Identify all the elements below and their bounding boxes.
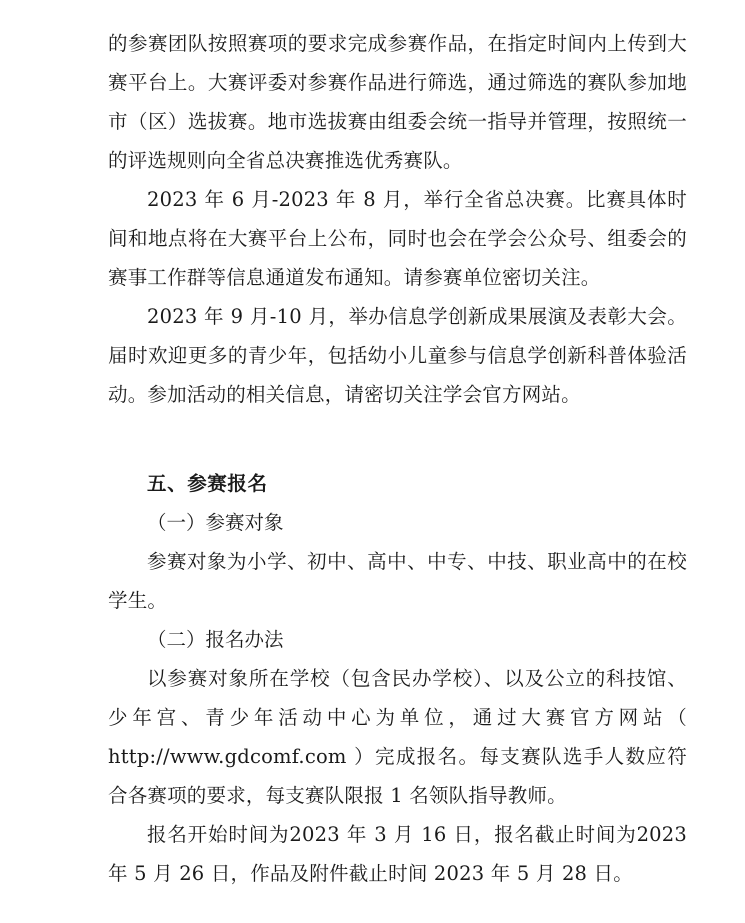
section-spacer xyxy=(108,414,687,464)
paragraph-registration-dates: 报名开始时间为2023 年 3 月 16 日，报名截止时间为2023 年 5 月 26 日，作品及附件截止时间 2023 年 5 月 28 日。 xyxy=(108,823,687,885)
subheading-registration-method: （二）报名办法 xyxy=(147,628,284,651)
paragraph-participant-scope: 参赛对象为小学、初中、高中、中专、中技、职业高中的在校学生。 xyxy=(108,550,687,612)
paragraph-provincial-finals: 2023 年 6 月-2023 年 8 月，举行全省总决赛。比赛具体时间和地点将在大赛平台上公布，同时也会在学会公众号、组委会的赛事工作群等信息通道发布通知。请参赛单位密切关注。 xyxy=(108,188,687,289)
subheading-participants: （一）参赛对象 xyxy=(147,511,284,534)
paragraph-competition-works: 的参赛团队按照赛项的要求完成参赛作品，在指定时间内上传到大赛平台上。大赛评委对参赛作品进行筛选，通过筛选的赛队参加地市（区）选拔赛。地市选拔赛由组委会统一指导并管理，按照统一的评选规则向全省总决赛推选优秀赛队。 xyxy=(108,32,687,172)
paragraph-registration-method: 以参赛对象所在学校（包含民办学校）、以及公立的科技馆、少年宫、青少年活动中心为单位，通过大赛官方网站（ http://www.gdcomf.com ）完成报名。每支赛队选手人数应符合各赛项的要求，每支赛队限报 1 名领队指导教师。 xyxy=(108,667,687,807)
paragraph-exhibition-award: 2023 年 9 月-10 月，举办信息学创新成果展演及表彰大会。届时欢迎更多的青少年，包括幼小儿童参与信息学创新科普体验活动。参加活动的相关信息，请密切关注学会官方网站。 xyxy=(108,305,687,406)
section-heading-registration: 五、参赛报名 xyxy=(147,472,268,495)
